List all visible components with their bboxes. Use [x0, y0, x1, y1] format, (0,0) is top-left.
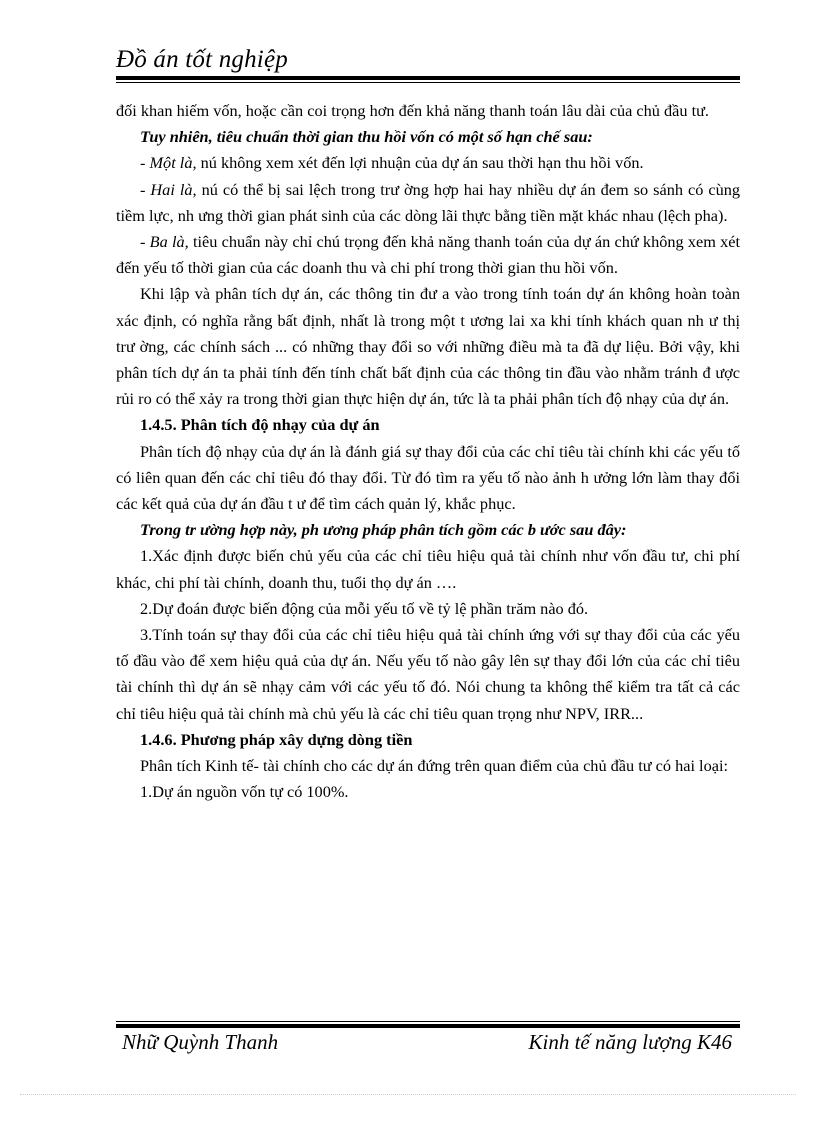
- list-item-label: Hai là,: [150, 179, 197, 199]
- numbered-item: 2.Dự đoán được biến động của mỗi yếu tố về tỷ lệ phần trăm nào đó.: [140, 598, 589, 618]
- page-header-title: Đồ án tốt nghiệp: [116, 46, 288, 73]
- paragraph: Phân tích độ nhạy của dự án là đánh giá sự thay đổi của các chỉ tiêu tài chính khi các yếu tố có liên quan đến các chỉ tiêu đó thay đổi. Từ đó tìm ra yếu tố nào ảnh h ưởng lớn làm thay đổi các kết quả của dự án đầu t ư để tìm cách quản lý, khắc phục.: [116, 441, 740, 514]
- section-lead-heading: Tuy nhiên, tiêu chuẩn thời gian thu hồi vốn có một số hạn chế sau:: [140, 127, 593, 147]
- footer-course: Kinh tế năng lượng K46: [528, 1030, 732, 1054]
- list-item-label: Ba là,: [149, 232, 189, 252]
- document-body: [116, 98, 740, 805]
- section-heading-1-4-6: 1.4.6. Phương pháp xây dựng dòng tiền: [140, 729, 413, 749]
- paragraph: Phân tích Kinh tế- tài chính cho các dự án đứng trên quan điểm của chủ đầu tư có hai loại:: [140, 756, 728, 776]
- footer-author: Nhữ Quỳnh Thanh: [122, 1030, 279, 1054]
- numbered-item: 1.Dự án nguồn vốn tự có 100%.: [140, 782, 349, 802]
- section-heading-1-4-5: 1.4.5. Phân tích độ nhạy của dự án: [140, 415, 380, 435]
- section-lead-heading: Trong tr ường hợp này, ph ương pháp phân tích gồm các b ước sau đây:: [140, 520, 627, 540]
- footer-rule: [116, 1021, 740, 1028]
- header-rule: [116, 76, 740, 83]
- numbered-item: 1.Xác định được biến chủ yếu của các chỉ tiêu hiệu quả tài chính như vốn đầu tư, chi phí khác, chi phí tài chính, doanh thu, tuổi thọ dự án ….: [116, 546, 740, 592]
- list-item: - Một là, nú không xem xét đến lợi nhuận của dự án sau thời hạn thu hồi vốn.: [140, 153, 644, 173]
- numbered-item: 3.Tính toán sự thay đổi của các chỉ tiêu hiệu quả tài chính ứng với sự thay đổi của các yếu tố đầu vào để xem hiệu quả của dự án. Nếu yếu tố nào gây lên sự thay đổi lớn của các chỉ tiêu tài chính thì dự án sẽ nhạy cảm với các yếu tố đó. Nói chung ta không thể kiểm tra tất cả các chỉ tiêu hiệu quả tài chính mà chủ yếu là các chỉ tiêu quan trọng như NPV, IRR...: [116, 625, 740, 723]
- list-item: - Ba là, tiêu chuẩn này chỉ chú trọng đến khả năng thanh toán của dự án chứ không xem xét đến yếu tố thời gian của các doanh thu và chi phí trong thời gian thu hồi vốn.: [116, 232, 741, 278]
- page-edge-divider: [20, 1094, 796, 1095]
- paragraph: Khi lập và phân tích dự án, các thông tin đư a vào trong tính toán dự án không hoàn toàn xác định, có nghĩa rằng bất định, nhất là trong một t ương lai xa khi tính khách quan nh ư thị trư ờng, các chính sách ... có những thay đổi so với những điều mà ta đã dự liệu. Bởi vậy, khi phân tích dự án ta phải tính đến tính chất bất định của các thông tin đầu vào nhằm tránh đ ược rủi ro có thể xảy ra trong thời gian thực hiện dự án, tức là ta phải phân tích độ nhạy của dự án.: [116, 284, 740, 409]
- list-item: - Hai là, nú có thể bị sai lệch trong trư ờng hợp hai hay nhiều dự án đem so sánh có cùng tiềm lực, nh ưng thời gian phát sinh của các dòng lãi thực bằng tiền mặt khác nhau (lệch pha).: [116, 179, 741, 225]
- list-item-label: Một là,: [149, 153, 197, 173]
- paragraph: đối khan hiếm vốn, hoặc cần coi trọng hơn đến khả năng thanh toán lâu dài của chủ đầu tư.: [116, 101, 709, 120]
